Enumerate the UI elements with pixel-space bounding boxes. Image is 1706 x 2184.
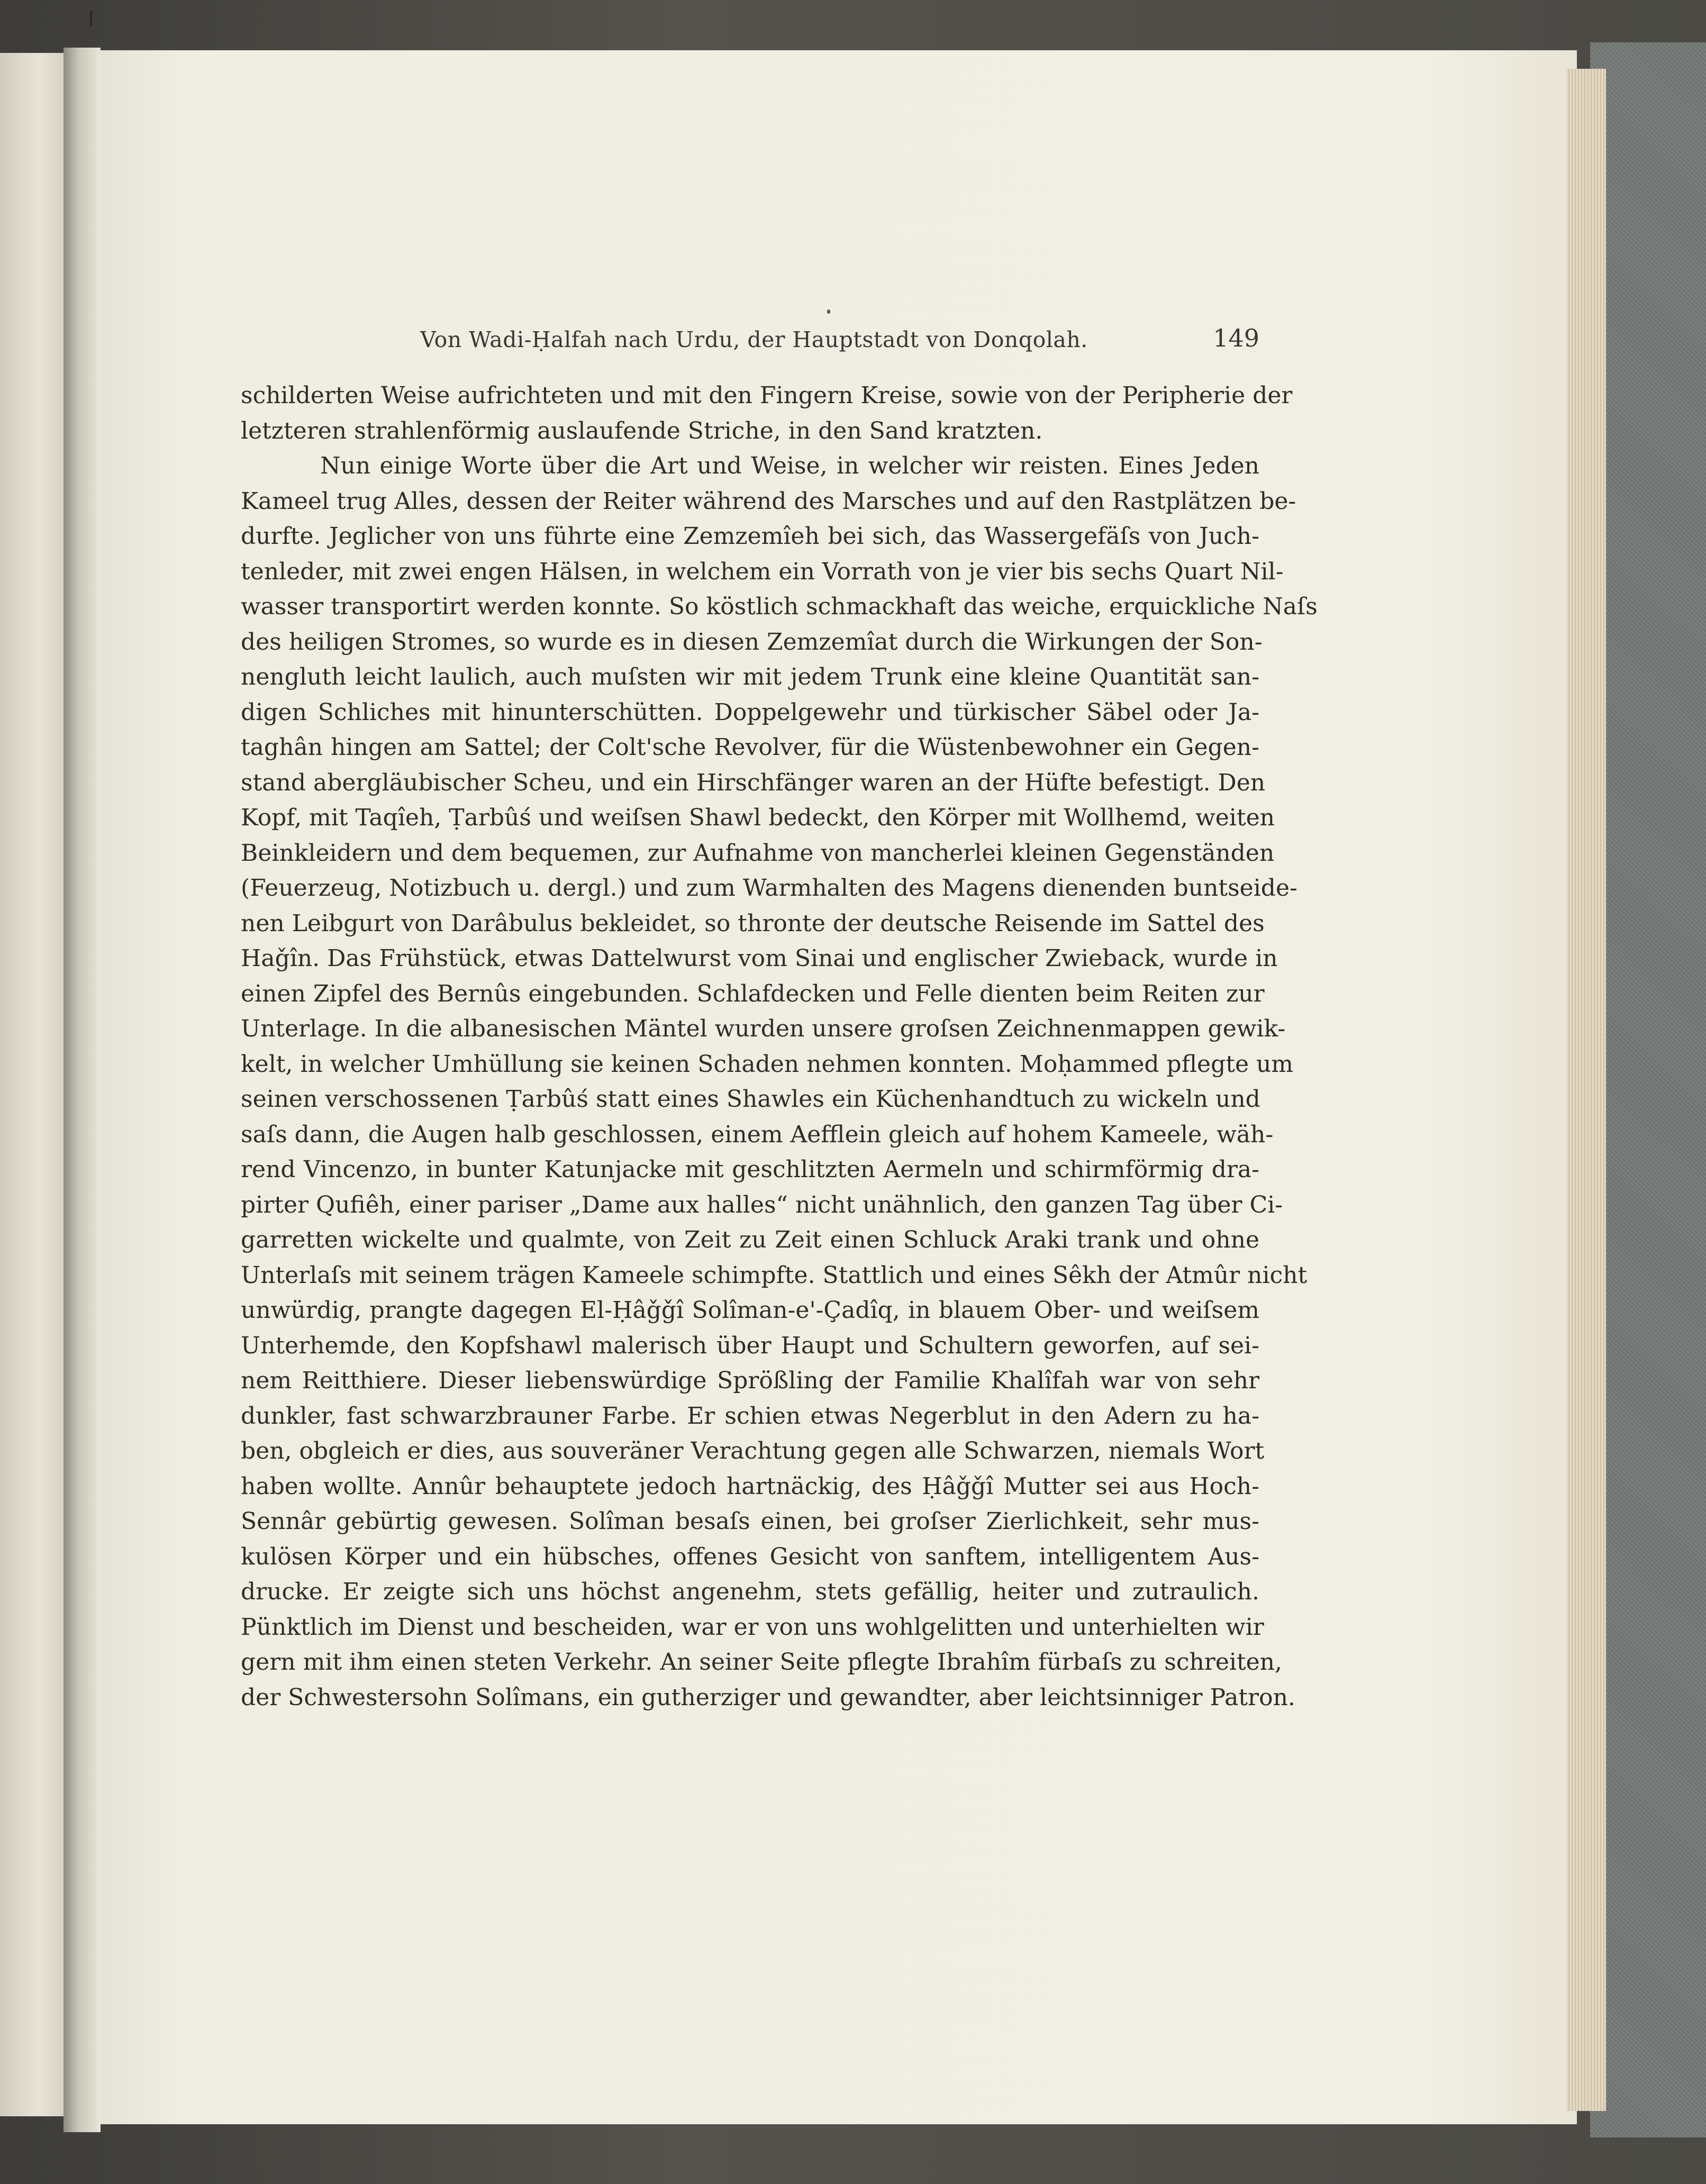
ink-speck — [90, 11, 92, 26]
text-line: Nun einige Worte über die Art und Weise, in welcher wir reisten. Eines Jeden — [320, 452, 1259, 479]
text-line: Unterlaſs mit seinem trägen Kameele schimpfte. Stattlich und eines Sêkh der Atmûr nicht — [241, 1261, 1308, 1289]
text-line: Pünktlich im Dienst und bescheiden, war er von uns wohlgelitten und unterhielten wir — [241, 1613, 1264, 1641]
text-line: des heiligen Stromes, so wurde es in diesen Zemzemîat durch die Wirkungen der Son- — [241, 628, 1263, 656]
ink-speck — [827, 310, 830, 314]
text-line: Beinkleidern und dem bequemen, zur Aufnahme von mancherlei kleinen Gegenständen — [241, 839, 1275, 867]
text-line: nengluth leicht laulich, auch muſsten wir mit jedem Trunk eine kleine Quantität san- — [241, 663, 1259, 690]
text-body — [241, 378, 1318, 1715]
text-line: kulösen Körper und ein hübsches, offenes Gesicht von sanftem, intelligentem Aus- — [241, 1543, 1259, 1570]
text-line: drucke. Er zeigte sich uns höchst angenehm, stets gefällig, heiter und zutraulich. — [241, 1578, 1259, 1605]
text-line: garretten wickelte und qualmte, von Zeit zu Zeit einen Schluck Araki trank und ohne — [241, 1226, 1259, 1253]
text-line: nem Reitthiere. Dieser liebenswürdige Sprößling der Familie Khalîfah war von sehr — [241, 1367, 1259, 1394]
text-line: pirter Qufiêh, einer pariser „Dame aux halles“ nicht unähnlich, den ganzen Tag über Ci- — [241, 1191, 1283, 1218]
text-line: gern mit ihm einen steten Verkehr. An seiner Seite pflegte Ibrahîm fürbaſs zu schreiten, — [241, 1649, 1282, 1676]
text-line: Kopf, mit Taqîeh, Ṭarbûś und weiſsen Shawl bedeckt, den Körper mit Wollhemd, weiten — [241, 804, 1275, 831]
text-line: unwürdig, prangte dagegen El-Ḥâǧǧî Solîman-e'-Çadîq, in blauem Ober- und weiſsem — [241, 1297, 1259, 1324]
page-number: 149 — [1213, 324, 1259, 352]
text-line: Haǧîn. Das Frühstück, etwas Dattelwurst vom Sinai und englischer Zwieback, wurde in — [241, 945, 1278, 972]
text-line: rend Vincenzo, in bunter Katunjacke mit geschlitzten Aermeln und schirmförmig dra- — [241, 1156, 1259, 1183]
book-cover-edge — [1590, 42, 1706, 2137]
text-line: Unterhemde, den Kopfshawl malerisch über Haupt und Schultern geworfen, auf sei- — [241, 1332, 1259, 1359]
page-stack-edges — [1566, 69, 1606, 2111]
text-line: taghân hingen am Sattel; der Colt'sche Revolver, für die Wüstenbewohner ein Gegen- — [241, 734, 1259, 761]
text-line: saſs dann, die Augen halb geschlossen, einem Aefflein gleich auf hohem Kameele, wäh- — [241, 1121, 1274, 1148]
text-line: digen Schliches mit hinunterschütten. Doppelgewehr und türkischer Säbel oder Ja- — [241, 698, 1259, 726]
text-line: dunkler, fast schwarzbrauner Farbe. Er schien etwas Negerblut in den Adern zu ha- — [241, 1402, 1259, 1430]
text-line: tenleder, mit zwei engen Hälsen, in welchem ein Vorrath von je vier bis sechs Quart Nil- — [241, 558, 1284, 585]
text-line: einen Zipfel des Bernûs eingebunden. Schlafdecken und Felle dienten beim Reiten zur — [241, 980, 1265, 1007]
text-line: Sennâr gebürtig gewesen. Solîman besaſs einen, bei groſser Zierlichkeit, sehr mus- — [241, 1508, 1259, 1535]
text-line: letzteren strahlenförmig auslaufende Striche, in den Sand kratzten. — [241, 417, 1043, 444]
book-gutter — [63, 48, 101, 2132]
running-head: Von Wadi-Ḥalfah nach Urdu, der Hauptstadt von Donqolah. — [420, 327, 1088, 352]
text-line: wasser transportirt werden konnte. So köstlich schmackhaft das weiche, erquickliche Naſs — [241, 593, 1318, 620]
text-line: seinen verschossenen Ṭarbûś statt eines Shawles ein Küchenhandtuch zu wickeln und — [241, 1086, 1260, 1113]
text-line: ben, obgleich er dies, aus souveräner Verachtung gegen alle Schwarzen, niemals Wort — [241, 1437, 1265, 1464]
text-line: kelt, in welcher Umhüllung sie keinen Schaden nehmen konnten. Moḥammed pflegte um — [241, 1050, 1294, 1078]
text-line: der Schwestersohn Solîmans, ein gutherziger und gewandter, aber leichtsinniger Patron. — [241, 1684, 1295, 1711]
text-line: haben wollte. Annûr behauptete jedoch hartnäckig, des Ḥâǧǧî Mutter sei aus Hoch- — [241, 1472, 1259, 1500]
text-line: (Feuerzeug, Notizbuch u. dergl.) und zum Warmhalten des Magens dienenden buntseide- — [241, 875, 1297, 902]
text-line: Unterlage. In die albanesischen Mäntel wurden unsere groſsen Zeichnenmappen gewik- — [241, 1015, 1286, 1042]
text-line: stand abergläubischer Scheu, und ein Hirschfänger waren an der Hüfte befestigt. Den — [241, 769, 1266, 796]
text-line: durfte. Jeglicher von uns führte eine Zemzemîeh bei sich, das Wassergefäſs von Juch- — [241, 523, 1259, 550]
text-line: Kameel trug Alles, dessen der Reiter während des Marsches und auf den Rastplätzen be- — [241, 487, 1296, 515]
text-line: nen Leibgurt von Darâbulus bekleidet, so thronte der deutsche Reisende im Sattel des — [241, 909, 1265, 937]
facing-page-edge — [0, 53, 63, 2116]
text-line: schilderten Weise aufrichteten und mit den Fingern Kreise, sowie von der Peripherie der — [241, 382, 1293, 409]
